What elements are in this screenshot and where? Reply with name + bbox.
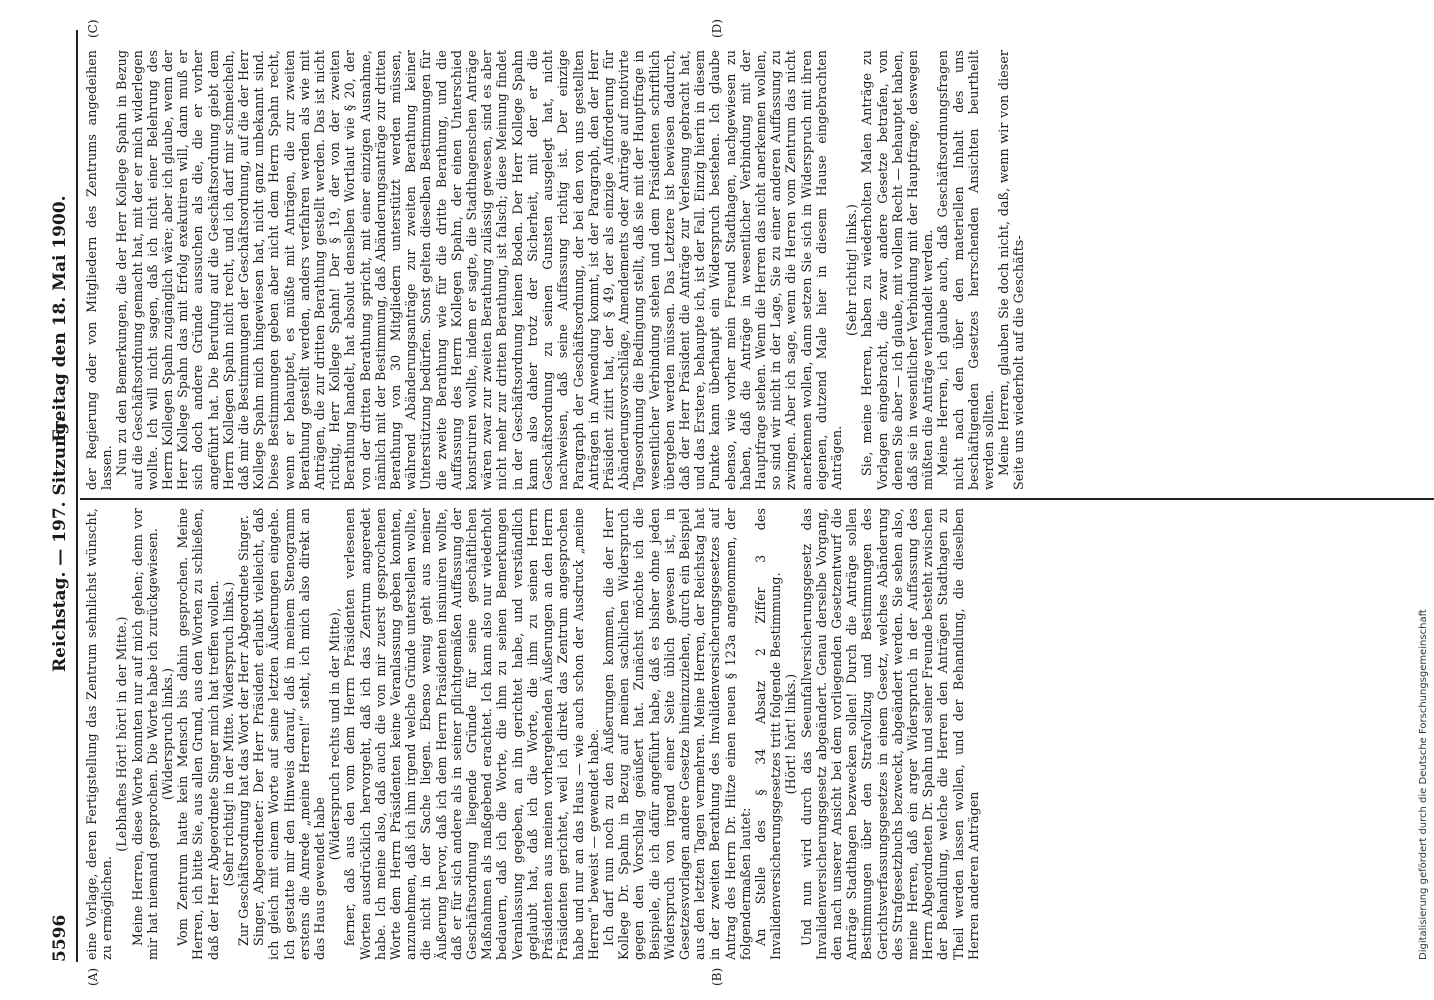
paragraph: Ich darf nun noch zu den Äußerungen kommen, die der Herr Kollege Dr. Spahn in Bezug auf meinen sachlichen Widerspruch gegen den Vorschlag geäußert hat. Zunächst möchte ich die Beispiele, die ich dafür angeführt habe, daß es bisher ohne jeden Widerspruch von irgend einer Seite üblich gewesen ist, in Gesetzesvorlagen andere Gesetze hineinzuziehen, durch ein Beispiel aus den letzten Tagen vermehren. Meine Herren, der Reichstag hat in der zweiten Berathung des Invalidenversicherungsgesetzes auf Antrag des Herrn Dr. Hitze einen neuen § 123a angenommen, der folgendermaßen lautet:: [600, 508, 753, 960]
paragraph: (Widerspruch rechts und in der Mitte),: [327, 607, 343, 861]
paragraph: der Regierung oder von Mitgliedern des Zentrums angedeihen lassen.: [84, 50, 115, 490]
paragraph: (Lebhaftes Hört! hört! in der Mitte.): [114, 616, 130, 852]
session-date: Freitag den 18. Mai 1900.: [50, 195, 70, 442]
paragraph: Meine Herren, diese Worte konnten nur auf mich gehen; denn vor mir hat niemand gesprochen. Die Worte habe ich zurückgewiesen.: [129, 508, 160, 960]
margin-marker-d: (D): [710, 19, 724, 38]
paragraph: Meine Herren, glauben Sie doch nicht, daß, wenn wir von dieser Seite uns wiederholt auf die Geschäfts-: [996, 50, 1027, 490]
paragraph: Und nun wird durch das Seeunfallversicherungsgesetz das Invalidenversicherungsgesetz abgeändert. Genau derselbe Vorgang, den nach unserer Ansicht bei dem vorliegenden Gesetzentwurf die Anträge Stadthagen bezwecken sollen! Durch die Anträge sollen Bestimmungen über den Strafvollzug und Bestimmungen des Gerichtsverfassungsgesetzes in einem Gesetz, welches Abänderung des Strafgesetzbuchs bezweckt, abgeändert werden. Sie sehen also, meine Herren, daß ein arger Widerspruch in der Auffassung des Herrn Abgeordneten Dr. Spahn und seiner Freunde besteht zwischen der Behandlung, welche die Herren den Anträgen Stadthagen zu Theil werden lassen wollen, und der Behandlung, die dieselben Herren anderen Anträgen: [798, 508, 981, 960]
paragraph: eine Vorlage, deren Fertigstellung das Zentrum sehnlichst wünscht, zu ermöglichen.: [84, 508, 115, 960]
paragraph: (Sehr richtig! in der Mitte. Widerspruch links.): [220, 581, 236, 887]
paragraph: ferner, daß aus den vom dem Herrn Präsidenten verlesenen Worten ausdrücklich hervorgeht, daß ich das Zentrum angeredet habe. Ich meine also, daß auch die von mir zuerst gesprochenen Worte dem Herrn Präsidenten keine Veranlassung geben konnten, anzunehmen, daß ich ihm irgend welche Gründe unterstellen wollte, die nicht in der Sache liegen. Ebenso wenig geht aus meiner Äußerung hervor, daß ich dem Herrn Präsidenten insinuiren wollte, daß er für sich andere als in seiner pflichtgemäßen Auffassung der Geschäftsordnung liegende Gründe für seine geschäftlichen Maßnahmen als maßgebend erachtet. Ich kann also nur wiederholt bedauern, daß ich die Worte, die ihm zu seinen Bemerkungen Veranlassung gegeben, an ihn gerichtet habe, und verständlich geglaubt hat, daß ich die Worte, die ihm zu seinen Herrn Präsidenten aus meinen vorhergehenden Äußerungen an den Herrn Präsidenten gerichtet, weil ich direkt das Zentrum angesprochen habe und nur an das Haus — wie auch schon der Ausdruck „meine Herren“ beweist — gewendet habe.: [342, 508, 601, 960]
right-text-column: [84, 50, 1354, 490]
header-rule: [76, 30, 78, 962]
page-number: 5596: [50, 914, 70, 962]
margin-marker-b: (B): [710, 967, 724, 986]
paragraph: Singer, Abgeordneter: Der Herr Präsident erlaubt vielleicht, daß ich gleich mit einem Worte auf seine letzten Äußerungen eingehe. Ich gestatte mir den Hinweis darauf, daß in meinem Stenogramm erstens die Anrede „meine Herren!“ steht, ich mich also direkt an das Haus gewendet habe: [251, 508, 328, 960]
page-header: [50, 30, 74, 962]
paragraph: Zur Geschäftsordnung hat das Wort der Herr Abgeordnete Singer.: [236, 515, 252, 946]
paragraph: (Sehr richtig! links.): [844, 204, 860, 336]
margin-marker-a: (A): [86, 967, 100, 986]
paragraph: (Widerspruch links.): [160, 667, 176, 801]
paragraph: An Stelle des § 34 Absatz 2 Ziffer 3 des Invalidenversicherungsgesetzes tritt folgende Bestimmung.: [752, 508, 784, 960]
paragraph: Meine Herren, ich glaube auch, daß Geschäftsordnungsfragen nicht nach den über den materiellen Inhalt des uns beschäftigenden Gesetzes herrschenden Ansichten beurtheilt werden sollten.: [935, 50, 996, 490]
digitization-credit: Digitalisierung gefördert durch die Deutsche Forschungsgemeinschaft: [1418, 609, 1429, 960]
margin-marker-c: (C): [86, 19, 100, 38]
paragraph: (Hört! hört! links.): [783, 673, 799, 795]
left-text-column: [84, 508, 1354, 960]
paragraph: Vom Zentrum hatte kein Mensch bis dahin gesprochen. Meine Herren, ich bitte Sie, aus allen Grund, aus den Worten zu schließen, daß der Herr Abgeordnete Singer mich hat treffen wollen.: [175, 508, 221, 960]
paragraph: Sie, meine Herren, haben zu wiederholten Malen Anträge zu Vorlagen eingebracht, die zwar andere Gesetze betrafen, von denen Sie aber — ich glaube, mit vollem Recht — behauptet haben, daß sie in wesentlicher Verbindung mit der Hauptfrage, deswegen müßten die Anträge verhandelt werden.: [859, 50, 936, 490]
session-title: Reichstag. — 197. Sitzung.: [50, 416, 70, 672]
column-divider: [80, 498, 1434, 500]
paragraph: Nun zu den Bemerkungen, die der Herr Kollege Spahn in Bezug auf die Geschäftsordnung gemacht hat, mit der er mich widerlegen wollte. Ich will nicht sagen, daß ich nicht einer Belehrung des Herrn Kollegen Spahn zugänglich wäre; aber ich glaube, wenn der Herr Kollege Spahn das mit Erfolg exekutiren will, dann muß er sich doch andere Gründe aussuchen als die, die er vorher angeführt hat. Die Berufung auf die Geschäftsordnung giebt dem Herrn Kollegen Spahn nicht recht, und ich darf mir schmeicheln, daß mir die Bestimmungen der Geschäftsordnung, auf die der Herr Kollege Spahn mich hingewiesen hat, nicht ganz unbekannt sind. Diese Bestimmungen geben aber nicht dem Herrn Spahn recht, wenn er behauptet, es müßte mit Anträgen, die zur zweiten Berathung gestellt werden, anders verfahren werden als wie mit Anträgen, die zur dritten Berathung gestellt werden. Das ist nicht richtig, Herr Kollege Spahn! Der § 19, der von der zweiten Berathung handelt, hat absolut denselben Wortlaut wie § 20, der von der dritten Berathung spricht, mit einer einzigen Ausnahme, nämlich mit der Bestimmung, daß Abänderungsanträge zur dritten Berathung von 30 Mitgliedern unterstützt werden müssen, während Abänderungsanträge zur zweiten Berathung keiner Unterstützung bedürfen. Sonst gelten dieselben Bestimmungen für die zweite Berathung wie für die dritte Berathung, und die Auffassung des Herrn Kollegen Spahn, der einen Unterschied konstruiren wollte, indem er sagte, die Stadthagenschen Anträge wären zwar zur zweiten Berathung zulässig gewesen, sind es aber nicht mehr zur dritten Berathung, ist falsch; diese Meinung findet in der Geschäftsordnung keinen Boden. Der Herr Kollege Spahn kann also daher trotz der Sicherheit, mit der er die Geschäftsordnung zu seinen Gunsten ausgelegt hat, nicht nachweisen, daß seine Auffassung richtig ist. Der einzige Paragraph der Geschäftsordnung, der bei den von uns gestellten Anträgen in Anwendung kommt, ist der Paragraph, den der Herr Präsident zitirt hat, der § 49, der als einzige Aufforderung für Abänderungsvorschläge, Amendements oder Anträge auf motivirte Tagesordnung die Bedingung stellt, daß sie mit der Hauptfrage in wesentlicher Verbindung stehen und dem Präsidenten schriftlich übergeben werden müssen. Das Letztere ist bewiesen dadurch, daß der Herr Präsident die Anträge zur Verlesung gebracht hat, und das Erstere, behaupte ich, ist der Fall. Einzig hierin in diesem Punkte kann überhaupt ein Widerspruch bestehen. Ich glaube ebenso, wie vorher mein Freund Stadthagen, nachgewiesen zu haben, daß die Anträge in wesentlicher Verbindung mit der Hauptfrage stehen. Wenn die Herren das nicht anerkennen wollen, so sind wir nicht in der Lage, Sie zu einer anderen Auffassung zu zwingen. Aber ich sage, wenn die Herren vom Zentrum das nicht anerkennen wollen, dann setzen Sie sich in Widerspruch mit ihren eigenen, dutzend Male hier in diesem Hause eingebrachten Anträgen.: [114, 50, 844, 490]
